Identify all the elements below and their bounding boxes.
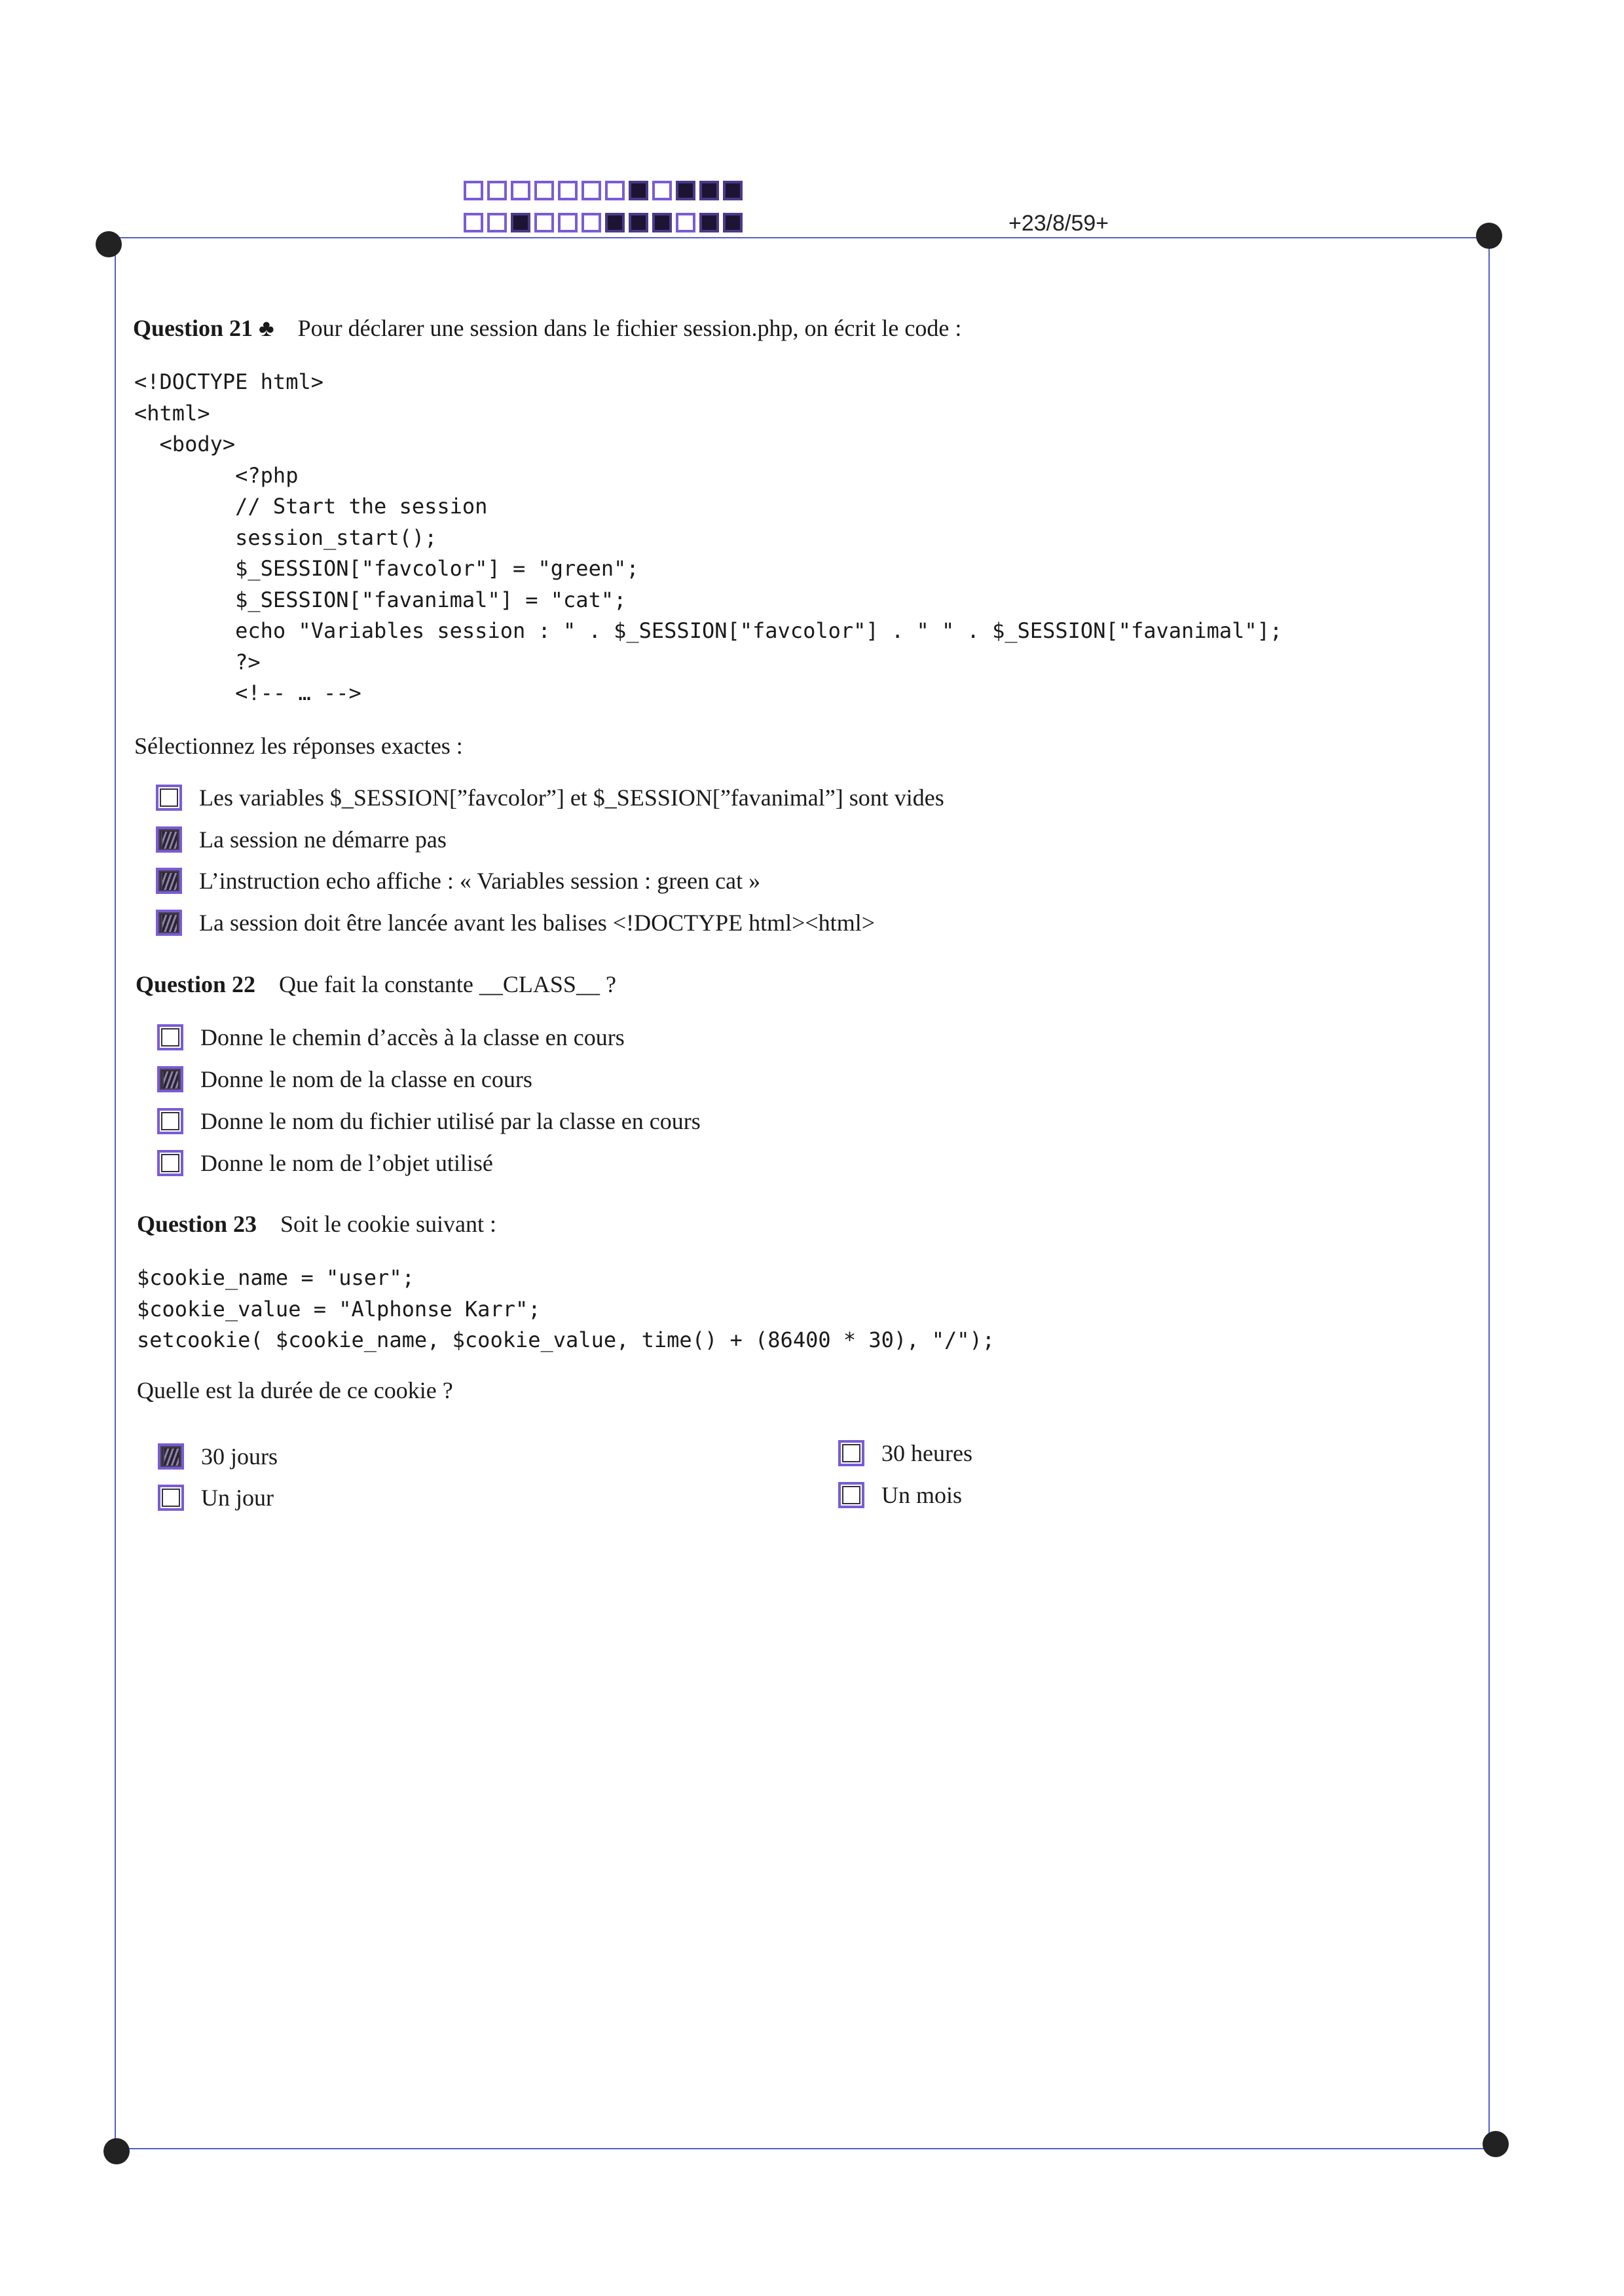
barcode-cell xyxy=(464,181,483,200)
q23-answer-2-text: 30 heures xyxy=(881,1440,972,1466)
q22-answer-1[interactable] xyxy=(157,1024,625,1051)
barcode-cell xyxy=(511,213,530,232)
q22-answer-2-text: Donne le nom de la classe en cours xyxy=(200,1066,532,1092)
question-21-instruction: Sélectionnez les réponses exactes : xyxy=(134,733,463,759)
frame-left-border xyxy=(115,242,116,2149)
q22-answer-2[interactable] xyxy=(157,1065,532,1093)
frame-bottom-border xyxy=(117,2148,1497,2149)
question-23-prompt: Soit le cookie suivant : xyxy=(280,1211,496,1237)
q23-answer-3[interactable] xyxy=(158,1484,274,1511)
barcode-cell xyxy=(676,213,695,232)
q23-answer-4-checkbox[interactable] xyxy=(838,1482,864,1508)
barcode-cell xyxy=(652,181,672,200)
q21-answer-2-checkbox[interactable] xyxy=(156,826,182,853)
barcode-cell xyxy=(652,213,672,232)
q22-answer-2-checkbox[interactable] xyxy=(157,1066,183,1092)
q21-answer-3[interactable] xyxy=(156,867,760,895)
q23-answer-1-checkbox[interactable] xyxy=(158,1443,184,1470)
question-22-header xyxy=(136,971,616,998)
barcode-cell xyxy=(629,181,648,200)
q21-answer-4-text: La session doit être lancée avant les balises <!DOCTYPE html><html> xyxy=(199,910,875,936)
q22-answer-3-text: Donne le nom du fichier utilisé par la classe en cours xyxy=(200,1108,701,1134)
q21-answer-2[interactable] xyxy=(156,826,447,853)
q22-answer-1-text: Donne le chemin d’accès à la classe en cours xyxy=(200,1024,625,1050)
q21-answer-4-checkbox[interactable] xyxy=(156,910,182,936)
barcode-cell xyxy=(464,213,483,232)
q22-answer-4[interactable] xyxy=(157,1149,493,1177)
q23-answer-1-text: 30 jours xyxy=(201,1443,278,1470)
question-21-prompt: Pour déclarer une session dans le fichier session.php, on écrit le code : xyxy=(297,315,962,341)
barcode-cell xyxy=(676,181,695,200)
barcode-cell xyxy=(581,181,601,200)
q21-answer-1[interactable] xyxy=(156,784,944,811)
barcode-cell xyxy=(581,213,601,232)
question-21-label: Question 21 ♣ xyxy=(133,315,274,341)
q21-answer-3-text: L’instruction echo affiche : « Variables session : green cat » xyxy=(199,868,761,894)
question-22-prompt: Que fait la constante __CLASS__ ? xyxy=(279,971,616,997)
barcode-cell xyxy=(605,213,625,232)
question-21-header xyxy=(133,314,961,342)
frame-right-border xyxy=(1488,237,1490,2139)
q23-answer-3-checkbox[interactable] xyxy=(158,1485,184,1511)
barcode-row-2 xyxy=(464,213,747,232)
barcode-cell xyxy=(605,181,625,200)
barcode-cell xyxy=(558,181,578,200)
corner-mark-top-left xyxy=(96,231,122,257)
q22-answer-1-checkbox[interactable] xyxy=(157,1024,183,1050)
frame-top-border xyxy=(109,237,1489,238)
barcode-cell xyxy=(723,181,743,200)
question-22-label: Question 22 xyxy=(136,971,256,997)
q23-answer-4-text: Un mois xyxy=(881,1482,963,1508)
q21-answer-1-text: Les variables $_SESSION[”favcolor”] et $_SESSION[”favanimal”] sont vides xyxy=(199,785,944,811)
barcode-row-1 xyxy=(464,181,747,200)
q22-answer-3[interactable] xyxy=(157,1107,701,1135)
barcode-cell xyxy=(487,181,507,200)
question-23-header xyxy=(137,1210,496,1238)
q22-answer-4-checkbox[interactable] xyxy=(157,1150,183,1176)
q22-answer-4-text: Donne le nom de l’objet utilisé xyxy=(200,1150,493,1176)
question-23-question: Quelle est la durée de ce cookie ? xyxy=(137,1377,453,1403)
barcode-cell xyxy=(511,181,530,200)
corner-mark-bottom-left xyxy=(103,2138,130,2164)
q21-answer-1-checkbox[interactable] xyxy=(156,785,182,811)
q21-answer-2-text: La session ne démarre pas xyxy=(199,826,447,853)
question-23-code-block: $cookie_name = "user"; $cookie_value = "Alphonse Karr"; setcookie( $cookie_name, $cookie_value, time() + (86400 * 30), "/"); xyxy=(137,1265,995,1352)
q21-answer-4[interactable] xyxy=(156,909,875,936)
q23-answer-3-text: Un jour xyxy=(201,1485,274,1511)
club-icon: ♣ xyxy=(259,315,274,341)
barcode-cell xyxy=(534,213,554,232)
corner-mark-top-right xyxy=(1476,223,1502,249)
barcode-cell xyxy=(558,213,578,232)
barcode-cell xyxy=(699,213,719,232)
corner-mark-bottom-right xyxy=(1483,2131,1509,2157)
barcode-cell xyxy=(487,213,507,232)
barcode-cell xyxy=(723,213,743,232)
q21-answer-3-checkbox[interactable] xyxy=(156,868,182,894)
q23-answer-4[interactable] xyxy=(838,1481,962,1509)
q23-answer-2[interactable] xyxy=(838,1439,972,1467)
barcode-cell xyxy=(534,181,554,200)
barcode-cell xyxy=(629,213,648,232)
page-id: +23/8/59+ xyxy=(1008,211,1109,236)
question-21-code-block: <!DOCTYPE html> <html> <body> <?php // Start the session session_start(); $_SESSION["favcolor"] = "green"; $_SESSION["favanimal"] = "cat"; echo "Variables session : " . $_SESSION["favcolor"] . " " . $_SESSION["favanimal"]; ?> <!-- … --> xyxy=(134,369,1283,705)
barcode-cell xyxy=(699,181,719,200)
question-23-label: Question 23 xyxy=(137,1211,257,1237)
q22-answer-3-checkbox[interactable] xyxy=(157,1108,183,1134)
q23-answer-1[interactable] xyxy=(158,1443,278,1470)
q23-answer-2-checkbox[interactable] xyxy=(838,1440,864,1466)
